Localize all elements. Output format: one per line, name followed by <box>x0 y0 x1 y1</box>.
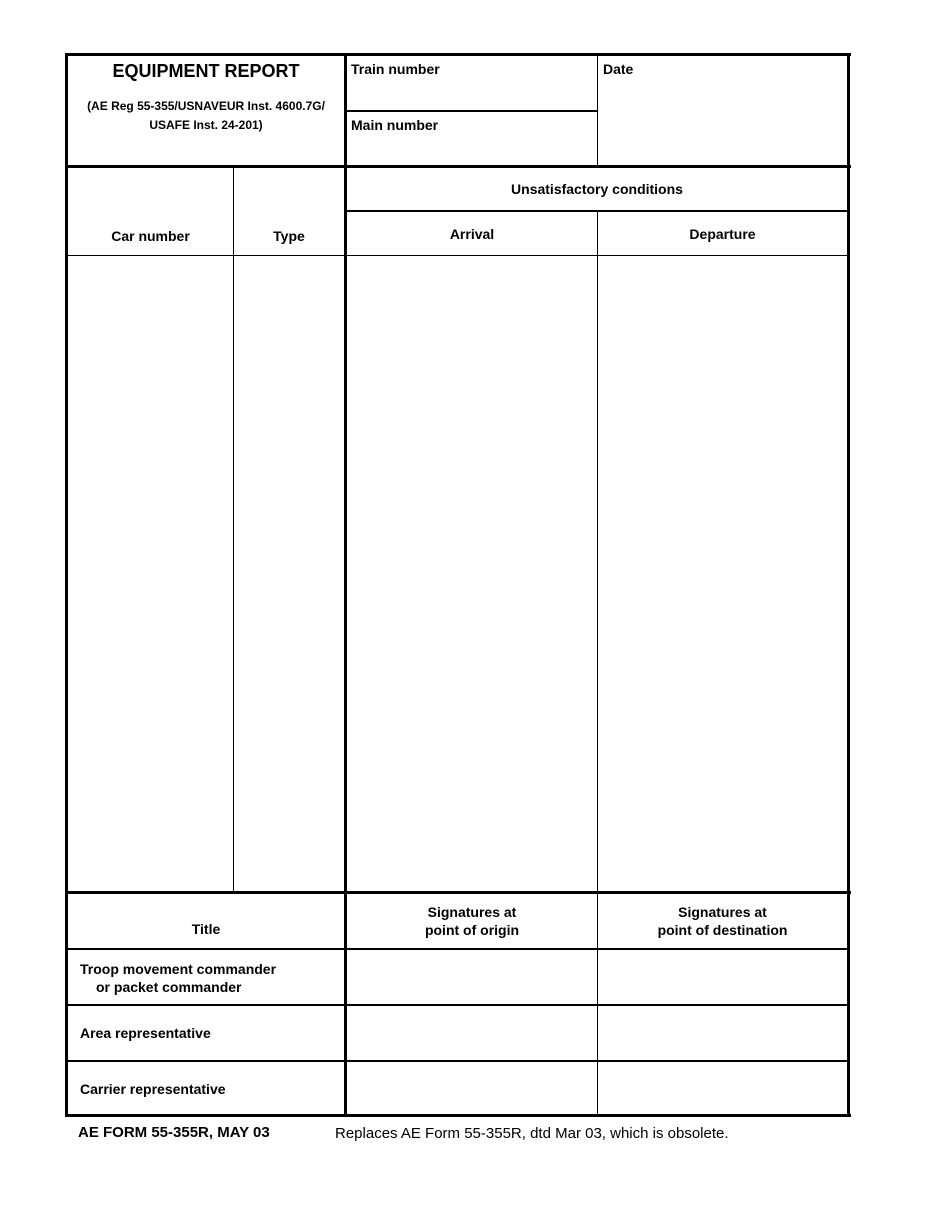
reference-line-1: (AE Reg 55-355/USNAVEUR Inst. 4600.7G/ <box>87 99 325 113</box>
departure-entry-area[interactable] <box>599 257 846 890</box>
divider-date <box>597 54 598 166</box>
divider-sig-row-3 <box>66 1060 849 1062</box>
obsolete-note: Replaces AE Form 55-355R, dtd Mar 03, which is obsolete. <box>335 1125 729 1142</box>
form-identifier: AE FORM 55-355R, MAY 03 <box>78 1124 270 1141</box>
date-label: Date <box>603 61 634 77</box>
carrier-representative-destination-signature[interactable] <box>599 1063 846 1113</box>
divider-sig-row-1 <box>66 948 849 950</box>
area-representative-origin-signature[interactable] <box>348 1007 596 1059</box>
type-header: Type <box>273 228 305 244</box>
origin-header-line-2: point of origin <box>424 922 520 938</box>
unsatisfactory-conditions-header: Unsatisfactory conditions <box>511 181 683 197</box>
title-header: Title <box>191 921 221 937</box>
border-bottom <box>65 1114 851 1117</box>
border-right <box>847 53 850 1117</box>
train-number-label: Train number <box>351 61 440 77</box>
date-field[interactable] <box>600 80 846 164</box>
destination-header-line-2: point of destination <box>657 922 788 938</box>
divider-column-header <box>66 255 849 256</box>
arrival-entry-area[interactable] <box>348 257 596 890</box>
main-number-label: Main number <box>351 117 439 133</box>
origin-signature-header <box>347 903 597 939</box>
arrival-header: Arrival <box>449 225 495 242</box>
troop-commander-title <box>80 960 276 996</box>
form-title: EQUIPMENT REPORT <box>112 61 300 81</box>
troop-commander-line-1: Troop movement commander <box>80 961 277 977</box>
area-representative-destination-signature[interactable] <box>599 1007 846 1059</box>
troop-commander-origin-signature[interactable] <box>348 951 596 1003</box>
destination-header-line-1: Signatures at <box>678 904 767 920</box>
divider-sig-row-2 <box>66 1004 849 1006</box>
reference-line-2: USAFE Inst. 24-201) <box>149 118 263 132</box>
area-representative-title: Area representative <box>80 1025 211 1041</box>
departure-header: Departure <box>689 225 756 242</box>
border-top <box>65 53 851 56</box>
type-entry-area[interactable] <box>235 257 343 890</box>
divider-train-main <box>345 110 598 112</box>
carrier-representative-origin-signature[interactable] <box>348 1063 596 1113</box>
car-number-header: Car number <box>111 228 190 244</box>
car-number-entry-area[interactable] <box>68 257 232 890</box>
destination-signature-header <box>598 903 847 939</box>
carrier-representative-title: Carrier representative <box>80 1081 226 1097</box>
troop-commander-destination-signature[interactable] <box>599 951 846 1003</box>
troop-commander-line-2: or packet commander <box>96 979 242 995</box>
train-number-field[interactable] <box>348 80 596 109</box>
main-number-field[interactable] <box>348 136 596 164</box>
divider-car-type <box>233 167 234 893</box>
origin-header-line-1: Signatures at <box>427 904 517 920</box>
divider-arrival-departure <box>597 211 598 892</box>
divider-table-bottom <box>65 891 851 894</box>
